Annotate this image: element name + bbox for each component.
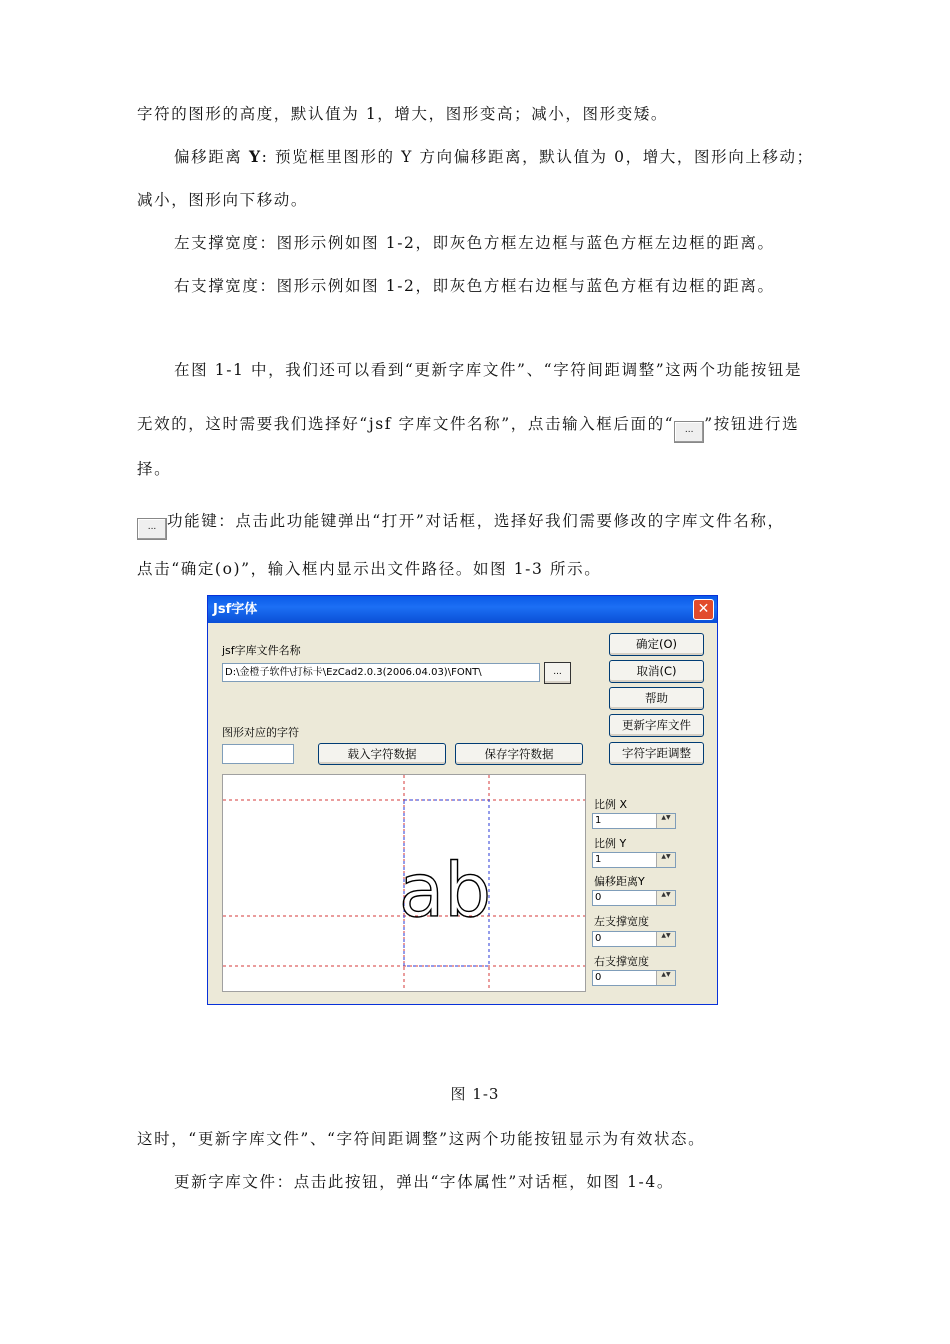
save-char-data-button[interactable]: 保存字符数据 — [455, 743, 583, 765]
inline-ellipsis-button-image-2: ... — [137, 518, 167, 540]
browse-button[interactable]: ... — [544, 662, 571, 684]
cancel-button[interactable]: 取消(C) — [609, 660, 704, 683]
update-font-file-button[interactable]: 更新字库文件 — [609, 714, 704, 737]
ok-button[interactable]: 确定(O) — [609, 633, 704, 656]
paragraph-right-support: 右支撑宽度：图形示例如图 1-2，即灰色方框右边框与蓝色方框有边框的距离。 — [174, 277, 775, 295]
left-support-label: 左支撑宽度 — [594, 915, 649, 928]
paragraph-offset-y: 偏移距离 Y: 预览框里图形的 Y 方向偏移距离，默认值为 0，增大，图形向上移动； — [174, 147, 814, 166]
dialog-title: Jsf字体 — [213, 602, 258, 617]
char-spacing-button[interactable]: 字符字距调整 — [609, 742, 704, 765]
offset-y-spinner-icon[interactable]: ▲▼ — [656, 891, 675, 905]
load-char-data-button[interactable]: 载入字符数据 — [318, 743, 446, 765]
paragraph-select-file: 无效的，这时需要我们选择好“jsf 字库文件名称”，点击输入框后面的“ ... ”按钮进行选 — [137, 412, 799, 443]
scale-x-field[interactable]: 1 ▲▼ — [592, 813, 676, 829]
offset-y-field[interactable]: 0 ▲▼ — [592, 890, 676, 906]
offset-y-label: 偏移距离Y — [594, 875, 645, 888]
scale-y-spinner-icon[interactable]: ▲▼ — [656, 853, 675, 867]
right-support-spinner-icon[interactable]: ▲▼ — [656, 971, 675, 985]
paragraph-select-file-cont: 择。 — [137, 460, 172, 478]
paragraph-confirm: 点击“确定(o)”，输入框内显示出文件路径。如图 1-3 所示。 — [137, 560, 602, 578]
glyph-preview — [222, 774, 586, 992]
preview-glyph-text: ab — [398, 848, 492, 934]
left-support-spinner-icon[interactable]: ▲▼ — [656, 932, 675, 946]
inline-ellipsis-button-image: ... — [674, 421, 704, 443]
char-input[interactable] — [222, 744, 294, 764]
jsf-font-dialog — [207, 595, 718, 1005]
file-path-input[interactable]: D:\金橙子软件\打标卡\EzCad2.0.3(2006.04.03)\FONT\ — [222, 663, 540, 682]
paragraph-offset-y-cont: 减小，图形向下移动。 — [137, 191, 309, 209]
char-label: 图形对应的字符 — [222, 726, 299, 739]
paragraph-update-font: 更新字库文件：点击此按钮，弹出“字体属性”对话框，如图 1-4。 — [174, 1173, 674, 1191]
scale-y-field[interactable]: 1 ▲▼ — [592, 852, 676, 868]
close-button[interactable]: ✕ — [693, 599, 714, 620]
paragraph-function-key: ... 功能键：点击此功能键弹出“打开”对话框，选择好我们需要修改的字库文件名称， — [137, 509, 785, 540]
paragraph-height-desc: 字符的图形的高度，默认值为 1，增大，图形变高；减小，图形变矮。 — [137, 105, 668, 123]
figure-caption: 图 1-3 — [450, 1085, 500, 1103]
right-support-field[interactable]: 0 ▲▼ — [592, 970, 676, 986]
paragraph-left-support: 左支撑宽度：图形示例如图 1-2，即灰色方框左边框与蓝色方框左边框的距离。 — [174, 234, 775, 252]
scale-x-label: 比例 X — [594, 798, 628, 811]
help-button[interactable]: 帮助 — [609, 687, 704, 710]
preview-grid — [223, 775, 585, 991]
paragraph-buttons-invalid: 在图 1-1 中，我们还可以看到“更新字库文件”、“字符间距调整”这两个功能按钮是 — [174, 361, 803, 379]
left-support-field[interactable]: 0 ▲▼ — [592, 931, 676, 947]
scale-y-label: 比例 Y — [594, 837, 627, 850]
dialog-title-bar — [208, 596, 717, 623]
file-name-label: jsf字库文件名称 — [222, 644, 301, 657]
right-support-label: 右支撑宽度 — [594, 955, 649, 968]
scale-x-spinner-icon[interactable]: ▲▼ — [656, 814, 675, 828]
paragraph-buttons-valid: 这时，“更新字库文件”、“字符间距调整”这两个功能按钮显示为有效状态。 — [137, 1130, 706, 1148]
